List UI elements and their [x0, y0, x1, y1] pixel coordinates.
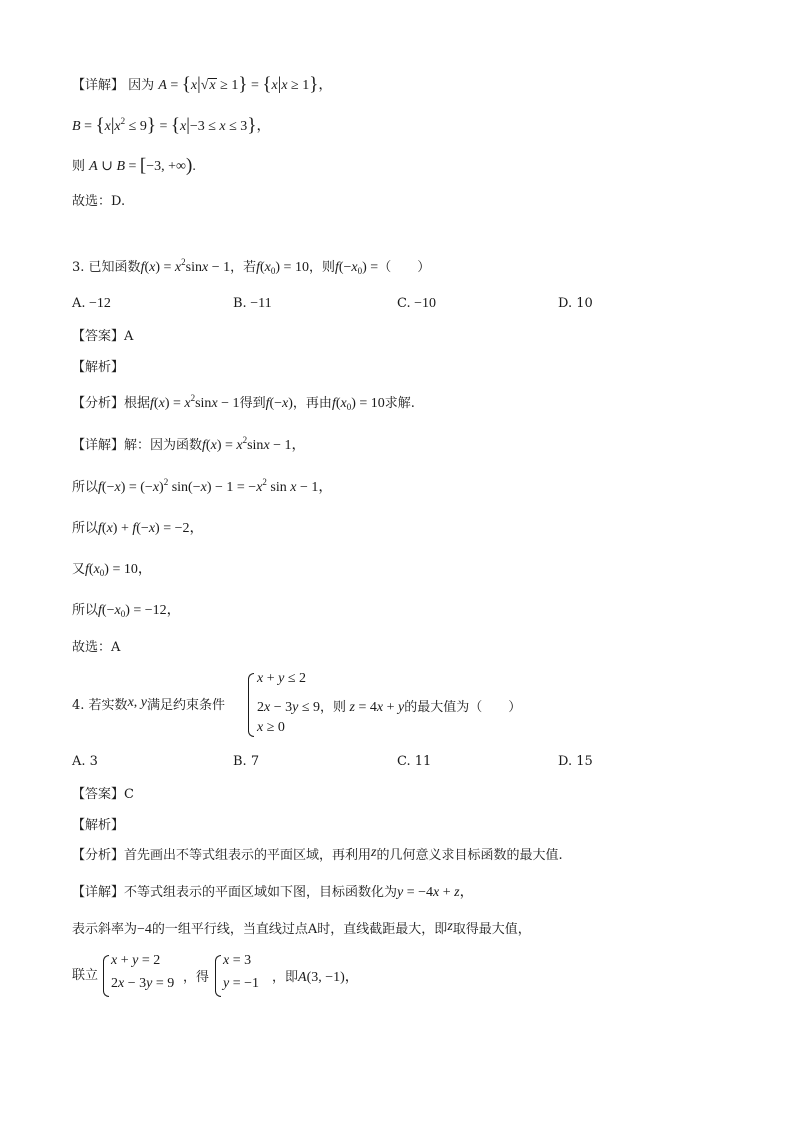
set-a-expression: A = {x|√x ≥ 1} = {x|x ≥ 1}，	[158, 73, 333, 95]
function-definition: $f(x) = x^2\sin x - 1$	[140, 257, 231, 275]
detail-line-2: 表示斜率为−4的一组平行线，当直线过点A时，直线截距最大，即z取得最大值，	[72, 919, 531, 937]
solution-conclusion: 故选：D.	[72, 194, 126, 209]
answer-line	[72, 785, 134, 805]
solution-line-set-b	[72, 114, 270, 137]
analysis-summary: 【分析】首先画出不等式组表示的平面区域，再利用z的几何意义求目标函数的最大值.	[72, 845, 563, 863]
solution-brace	[215, 955, 221, 997]
detail-line-2: 所以$f(-x) = (-x)^2$ $\sin(-x) - 1 = -x^2$ sin x − 1，	[72, 477, 333, 495]
question-number: 3.	[72, 260, 85, 275]
option-b: B. 7	[233, 754, 260, 769]
option-c: C. −10	[397, 296, 437, 311]
analysis-summary: 【分析】根据$f(x) = x^2\sin x - 1$得到f(−x)，再由$f(x_0) = 10$求解.	[72, 393, 415, 412]
option-b: B. −11	[233, 296, 272, 311]
question-3-conclusion: 故选：A	[72, 640, 121, 655]
question-number: 4.	[72, 698, 85, 713]
constraint-3: x ≥ 0	[257, 720, 285, 735]
detail-line-4: 又$f(x_0) = 10$，	[72, 562, 152, 578]
constraint-brace	[248, 673, 254, 737]
analysis-heading: 【解析】	[72, 818, 125, 833]
option-d: D. 10	[558, 296, 593, 311]
system-brace	[103, 955, 109, 997]
analysis-heading: 【解析】	[72, 360, 125, 375]
union-expression: A ∪ B = [−3, +∞).	[89, 155, 196, 176]
set-b-expression: $B = \{x|x^2 \le 9\} = \{x|-3 \le x \le 3\}$，	[72, 114, 271, 136]
option-a: A. 3	[72, 754, 98, 769]
constraint-1: x + y ≤ 2	[257, 671, 307, 686]
answer-value: A	[124, 329, 134, 344]
detail-line-5: 所以$f(-x_0) = -12$，	[72, 603, 181, 619]
detail-line-3: 所以f(x) + f(−x) = −2，	[72, 521, 204, 536]
point-a: A(3, −1)，	[298, 970, 359, 985]
answer-label: 【答案】	[72, 329, 125, 344]
question-3-stem: 3. 已知函数$f(x) = x^2\sin x - 1$，若$f(x_0) = 10$，则$f(-x_0)$ =（ ）	[72, 257, 431, 276]
solution-line-set-a: 【详解】 因为 A = {x|√x ≥ 1} = {x|x ≥ 1}，	[72, 73, 333, 95]
detail-line-1: 【详解】解：因为函数$f(x) = x^2\sin x - 1$，	[72, 435, 306, 453]
option-d: D. 15	[558, 754, 593, 769]
detail-line-1: 【详解】不等式组表示的平面区域如下图，目标函数化为y = −4x + z，	[72, 885, 474, 900]
answer-label: 【答案】	[72, 787, 125, 802]
solution-label: 【详解】	[72, 78, 125, 93]
answer-line	[72, 327, 133, 347]
option-c: C. 11	[397, 754, 432, 769]
option-a: A. −12	[72, 296, 111, 311]
solution-line-union: 则 A ∪ B = [−3, +∞).	[72, 155, 196, 176]
answer-value: C	[124, 787, 134, 802]
constraint-2: 2x − 3y ≤ 9，则 z = 4x + y的最大值为（ ）	[257, 700, 522, 715]
